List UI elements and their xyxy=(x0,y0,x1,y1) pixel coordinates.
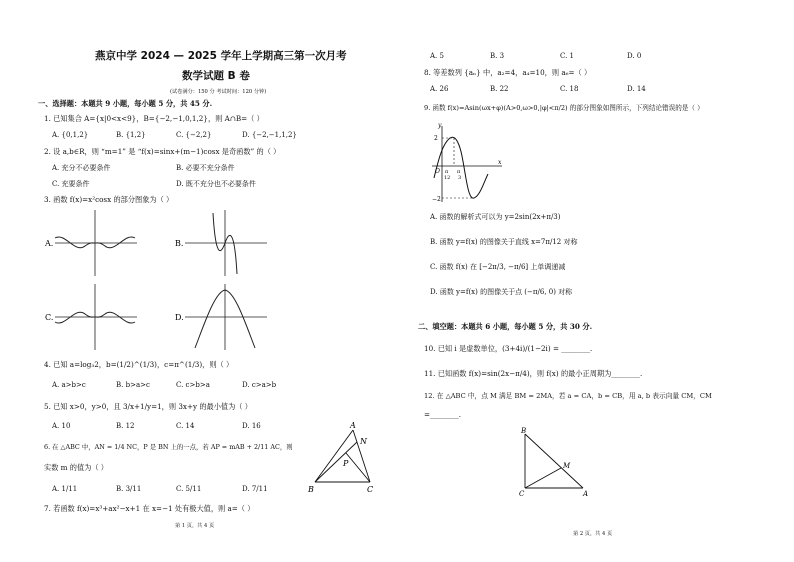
q1-option-d: D. {−2,−1,1,2} xyxy=(242,131,297,139)
q7-option-c: C. 1 xyxy=(560,52,575,60)
q9-option-b: B. 函数 y=f(x) 的图像关于直线 x=7π/12 对称 xyxy=(430,238,578,246)
q3-graph-d xyxy=(175,282,285,352)
q8-option-a: A. 26 xyxy=(430,85,449,93)
tri2-label-m: M xyxy=(563,462,571,470)
section-fill-heading: 二、填空题：本题共 6 小题，每小题 5 分，共 30 分. xyxy=(418,322,593,331)
sine-label-neg2: −2 xyxy=(432,196,441,203)
section-choice-heading: 一、选择题：本题共 9 小题，每小题 5 分，共 45 分. xyxy=(38,99,213,108)
tri-label-a: A xyxy=(350,421,356,430)
question-3: 3. 函数 f(x)=x²cosx 的部分图象为（ ） xyxy=(44,195,174,204)
q4-option-d: D. c>a>b xyxy=(242,381,277,389)
q6-option-c: C. 5/11 xyxy=(176,485,202,493)
q5-option-c: C. 14 xyxy=(176,422,195,430)
sine-graph-q9 xyxy=(428,122,508,204)
question-11: 11. 已知函数 f(x)=sin(2x−π/4)，则 f(x) 的最小正周期为________. xyxy=(424,369,643,378)
q6-option-a: A. 1/11 xyxy=(52,485,78,493)
q1-option-b: B. {1,2} xyxy=(116,131,146,139)
question-1: 1. 已知集合 A={x|0<x<9}，B={−2,−1,0,1,2}，则 A∩B=（ ） xyxy=(44,114,264,123)
sine-label-12: 12 xyxy=(444,175,451,181)
q2-option-a: A. 充分不必要条件 xyxy=(52,164,111,172)
tri2-label-c: C xyxy=(519,490,525,498)
question-12: 12. 在 △ABC 中，点 M 满足 BM = 2MA，若 a = CA，b = CB，用 a, b 表示向量 CM，CM xyxy=(424,392,712,400)
sine-label-3: 3 xyxy=(458,175,462,181)
q6-option-d: D. 7/11 xyxy=(242,485,268,493)
q3-label-d: D. xyxy=(175,313,184,322)
q2-option-b: B. 必要不充分条件 xyxy=(176,164,235,172)
q6-option-b: B. 3/11 xyxy=(116,485,142,493)
question-6-cont: 实数 m 的值为（ ） xyxy=(44,463,108,472)
q7-option-d: D. 0 xyxy=(627,52,642,60)
question-4: 4. 已知 a=log₃2，b=(1/2)^(1/3)，c=π^(1/3)，则（ ） xyxy=(44,360,234,369)
page-footer-right: 第 2 页，共 4 页 xyxy=(573,531,613,537)
triangle-figure-q12 xyxy=(515,428,595,498)
q5-option-b: B. 12 xyxy=(116,422,135,430)
q5-option-d: D. 16 xyxy=(242,422,261,430)
question-12-cont: =________. xyxy=(424,410,462,419)
tri-label-c: C xyxy=(367,485,374,494)
q7-option-a: A. 5 xyxy=(430,52,444,60)
sine-label-2: 2 xyxy=(434,135,438,142)
q3-graph-c xyxy=(45,282,155,352)
sine-label-x: x xyxy=(498,159,502,166)
question-7: 7. 若函数 f(x)=x³+ax²−x+1 在 x=−1 处有极大值，则 a=（ ） xyxy=(44,504,255,513)
question-8: 8. 等差数列 {aₙ} 中，a₂=4，a₄=10，则 a₆=（ ） xyxy=(424,68,592,77)
tri-label-n: N xyxy=(360,437,367,446)
question-5: 5. 已知 x>0，y>0，且 3/x+1/y=1，则 3x+y 的最小值为（ ） xyxy=(44,402,252,411)
q2-option-c: C. 充要条件 xyxy=(52,180,90,188)
tri2-label-b: B xyxy=(521,427,527,435)
q8-option-d: D. 14 xyxy=(627,85,646,93)
q3-graph-b xyxy=(175,208,285,278)
q1-option-c: C. {−2,2} xyxy=(176,131,212,139)
tri-label-b: B xyxy=(308,485,314,494)
sine-label-y: y xyxy=(438,122,442,129)
triangle-figure-q6 xyxy=(305,420,385,498)
q4-option-a: A. a>b>c xyxy=(52,381,86,389)
sine-label-o: O xyxy=(435,168,440,175)
tri2-label-a: A xyxy=(583,490,589,498)
q3-graph-a xyxy=(45,208,155,278)
q2-option-d: D. 既不充分也不必要条件 xyxy=(176,180,256,188)
q4-option-b: B. b>a>c xyxy=(116,381,150,389)
page-footer-left: 第 1 页，共 4 页 xyxy=(175,523,215,529)
q7-option-b: B. 3 xyxy=(490,52,505,60)
q9-option-a: A. 函数的解析式可以为 y=2sin(2x+π/3) xyxy=(430,213,561,221)
q9-option-d: D. 函数 y=f(x) 的图像关于点 (−π/6, 0) 对称 xyxy=(430,288,573,296)
q1-option-a: A. {0,1,2} xyxy=(52,131,89,139)
question-9: 9. 函数 f(x)=Asin(ωx+φ)(A>0,ω>0,|φ|<π/2) 的部分图象如图所示，下列结论错误的是（ ） xyxy=(424,104,704,112)
exam-title: 燕京中学 2024 — 2025 学年上学期高三第一次月考 xyxy=(95,50,347,62)
tri-label-p: P xyxy=(343,459,349,468)
question-6: 6. 在 △ABC 中，AN = 1/4 NC，P 是 BN 上的一点，若 AP = mAB + 2/11 AC，则 xyxy=(44,443,293,451)
q5-option-a: A. 10 xyxy=(52,422,71,430)
exam-subtitle: 数学试题 B 卷 xyxy=(182,70,250,82)
q3-label-a: A. xyxy=(45,239,54,248)
q3-label-c: C. xyxy=(45,313,54,322)
sine-label-pi2: π xyxy=(457,169,461,175)
q8-option-b: B. 22 xyxy=(490,85,509,93)
sine-label-pi1: π xyxy=(445,169,449,175)
question-2: 2. 设 a,b∈R，则 “m=1” 是 “f(x)=sinx+(m−1)cosx 是奇函数” 的（ ） xyxy=(44,147,281,156)
q8-option-c: C. 18 xyxy=(560,85,579,93)
q4-option-c: C. c>b>a xyxy=(176,381,210,389)
exam-meta: (试卷满分：150 分 考试时间：120 分钟) xyxy=(170,89,267,95)
q9-option-c: C. 函数 f(x) 在 [−2π/3, −π/6] 上单调递减 xyxy=(430,263,566,271)
q3-label-b: B. xyxy=(175,239,184,248)
question-10: 10. 已知 i 是虚数单位，(3+4i)/(1−2i) = ________. xyxy=(424,344,593,353)
